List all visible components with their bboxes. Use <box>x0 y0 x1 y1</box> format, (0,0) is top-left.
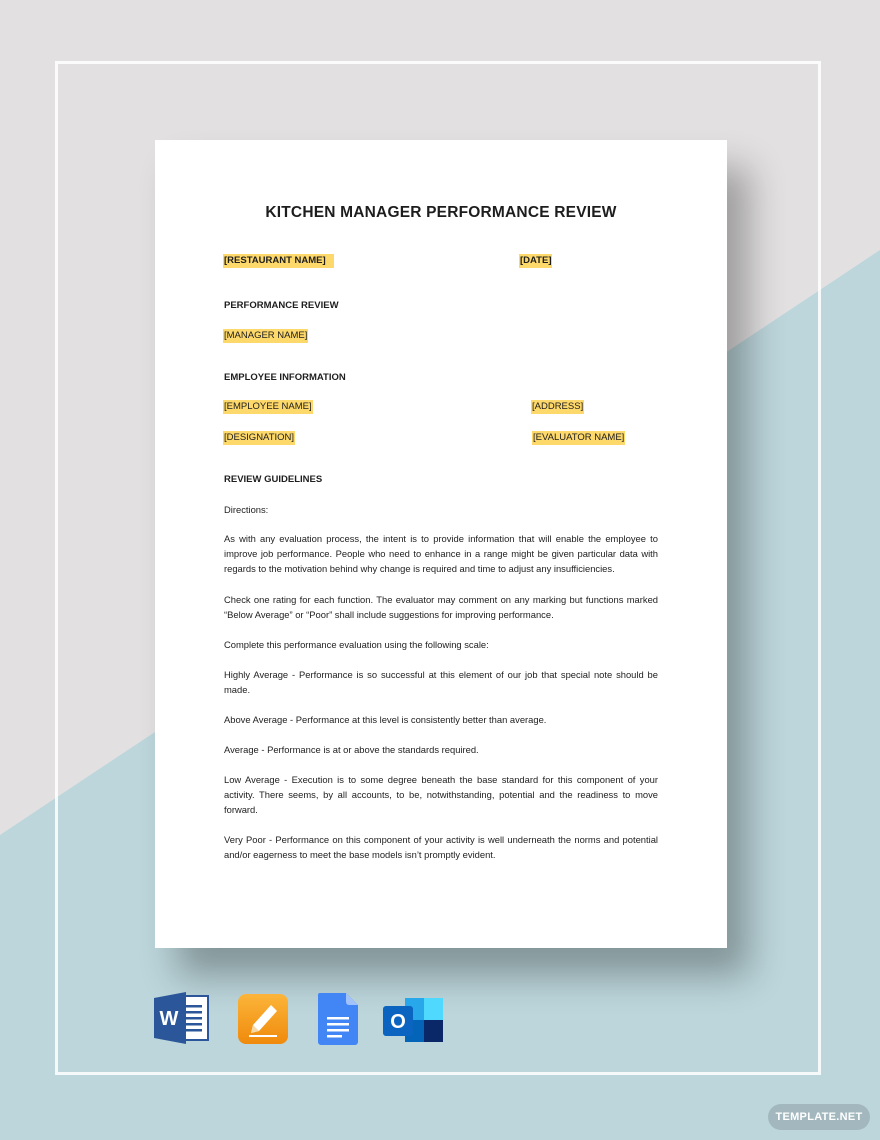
rating-instructions-paragraph: Check one rating for each function. The evaluator may comment on any marking but functions marked “Below Average” or “Poor” shall include suggestions for improving performance. <box>224 594 658 620</box>
manager-name-field: [MANAGER NAME] <box>224 330 308 341</box>
low-average-paragraph: Low Average - Execution is to some degree beneath the base standard for this component of your activity. There seems, by all accounts, to be, notwithstanding, potential and the readiness to move forward. <box>224 774 658 815</box>
review-guidelines-heading: REVIEW GUIDELINES <box>224 474 323 485</box>
intro-paragraph: As with any evaluation process, the intent is to provide information that will enable the employee to improve job performance. People who need to enhance in a range might be given particular data with regards to the motivation behind why change is required and time to adjust any insufficiencies. <box>224 533 658 574</box>
above-average-paragraph: Above Average - Performance at this level is consistently better than average. <box>224 714 547 725</box>
designation-field: [DESIGNATION] <box>224 432 295 443</box>
date-field: [DATE] <box>520 255 552 266</box>
address-field: [ADDRESS] <box>532 401 584 412</box>
average-paragraph: Average - Performance is at or above the standards required. <box>224 744 479 755</box>
restaurant-name-field: [RESTAURANT NAME] <box>223 254 334 268</box>
google-docs-icon[interactable] <box>316 993 360 1045</box>
outlook-icon[interactable] <box>383 994 445 1046</box>
performance-review-heading: PERFORMANCE REVIEW <box>224 300 339 311</box>
word-icon-letter: W <box>159 1008 179 1030</box>
evaluator-name-field: [EVALUATOR NAME] <box>533 432 625 443</box>
word-icon[interactable] <box>154 992 210 1044</box>
pages-icon[interactable] <box>237 993 289 1045</box>
employee-name-field: [EMPLOYEE NAME] <box>224 401 312 412</box>
document-page <box>155 140 727 948</box>
scale-intro-paragraph: Complete this performance evaluation using the following scale: <box>224 639 489 650</box>
employee-information-heading: EMPLOYEE INFORMATION <box>224 372 346 383</box>
directions-label: Directions: <box>224 504 269 515</box>
outlook-icon-letter: O <box>390 1011 406 1033</box>
document-title: KITCHEN MANAGER PERFORMANCE REVIEW <box>265 204 617 221</box>
very-poor-paragraph: Very Poor - Performance on this component of your activity is well underneath the norms and potential and/or eagerness to meet the base models isn’t promptly evident. <box>224 834 658 860</box>
highly-average-paragraph: Highly Average - Performance is so successful at this element of our job that special note should be made. <box>224 669 658 695</box>
template-net-badge[interactable]: TEMPLATE.NET <box>768 1104 870 1130</box>
